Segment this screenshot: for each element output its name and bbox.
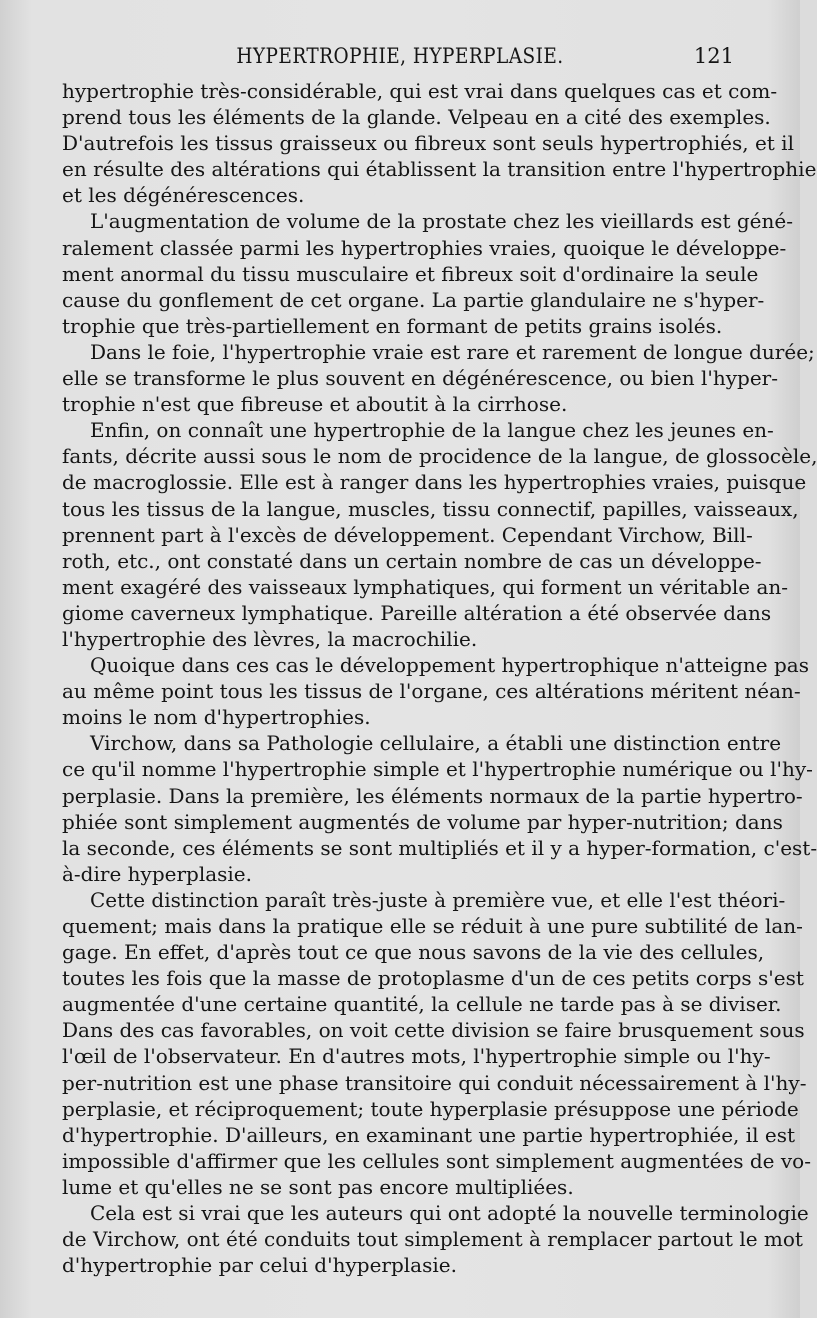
running-title: HYPERTROPHIE, HYPERPLASIE. <box>236 44 564 68</box>
text-line: giome caverneux lymphatique. Pareille altération a été observée dans <box>62 600 772 625</box>
text-line: de macroglossie. Elle est à ranger dans les hypertrophies vraies, puisque <box>62 470 807 495</box>
text-line: Enfin, on connaît une hypertrophie de la langue chez les jeunes en- <box>90 418 774 443</box>
text-line: Dans des cas favorables, on voit cette division se faire brusquement sous <box>62 1018 805 1043</box>
page-number: 121 <box>693 44 734 68</box>
text-line: prennent part à l'excès de développement. Cependant Virchow, Bill- <box>62 522 753 547</box>
text-line: D'autrefois les tissus graisseux ou fibreux sont seuls hypertrophiés, et il <box>62 131 794 156</box>
running-head <box>60 44 740 74</box>
text-line: et les dégénérescences. <box>62 183 305 208</box>
text-line: toutes les fois que la masse de protoplasme d'un de ces petits corps s'est <box>62 966 804 991</box>
text-line: d'hypertrophie par celui d'hyperplasie. <box>62 1253 457 1278</box>
text-line: l'œil de l'observateur. En d'autres mots, l'hypertrophie simple ou l'hy- <box>62 1044 771 1069</box>
text-line: L'augmentation de volume de la prostate chez les vieillards est géné- <box>90 209 793 234</box>
paragraph <box>62 78 817 208</box>
text-line: tous les tissus de la langue, muscles, tissu connectif, papilles, vaisseaux, <box>62 496 799 521</box>
text-line: gage. En effet, d'après tout ce que nous savons de la vie des cellules, <box>62 940 765 965</box>
text-line: Quoique dans ces cas le développement hypertrophique n'atteigne pas <box>90 653 809 678</box>
text-line: Cela est si vrai que les auteurs qui ont adopté la nouvelle terminologie <box>90 1201 809 1226</box>
text-line: d'hypertrophie. D'ailleurs, en examinant une partie hypertrophiée, il est <box>62 1122 796 1147</box>
text-line: elle se transforme le plus souvent en dégénérescence, ou bien l'hyper- <box>62 366 778 391</box>
text-line: Cette distinction paraît très-juste à première vue, et elle l'est théori- <box>90 887 786 912</box>
paragraph <box>62 730 817 887</box>
text-line: perplasie, et réciproquement; toute hyperplasie présuppose une période <box>62 1096 799 1121</box>
text-line: à-dire hyperplasie. <box>62 861 252 886</box>
text-line: lume et qu'elles ne se sont pas encore multipliées. <box>62 1174 574 1199</box>
text-line: roth, etc., ont constaté dans un certain nombre de cas un développe- <box>62 548 762 573</box>
text-line: ment exagéré des vaisseaux lymphatiques, qui forment un véritable an- <box>62 574 789 599</box>
text-line: impossible d'affirmer que les cellules sont simplement augmentées de vo- <box>62 1148 811 1173</box>
text-line: ralement classée parmi les hypertrophies vraies, quoique le développe- <box>62 235 787 260</box>
text-line: trophie n'est que fibreuse et aboutit à la cirrhose. <box>62 392 568 417</box>
text-line: hypertrophie très-considérable, qui est vrai dans quelques cas et com- <box>62 79 778 103</box>
text-line: l'hypertrophie des lèvres, la macrochilie. <box>62 626 478 651</box>
text-line: Virchow, dans sa Pathologie cellulaire, a établi une distinction entre <box>90 731 782 756</box>
text-line: moins le nom d'hypertrophies. <box>62 705 371 730</box>
text-line: ment anormal du tissu musculaire et fibreux soit d'ordinaire la seule <box>62 261 759 286</box>
text-line: per-nutrition est une phase transitoire qui conduit nécessairement à l'hy- <box>62 1070 807 1095</box>
paragraph <box>62 339 815 417</box>
text-line: fants, décrite aussi sous le nom de procidence de la langue, de glossocèle, <box>62 444 817 469</box>
text-line: perplasie. Dans la première, les éléments normaux de la partie hypertro- <box>62 783 803 808</box>
text-line: au même point tous les tissus de l'organe, ces altérations méritent néan- <box>62 679 801 704</box>
paragraph <box>62 1200 809 1278</box>
text-line: ce qu'il nomme l'hypertrophie simple et l'hypertrophie numérique ou l'hy- <box>62 757 813 782</box>
text-line: en résulte des altérations qui établissent la transition entre l'hypertrophie <box>62 157 817 182</box>
text-line: trophie que très-partiellement en formant de petits grains isolés. <box>62 313 723 338</box>
body-text <box>62 78 817 1278</box>
text-line: augmentée d'une certaine quantité, la cellule ne tarde pas à se diviser. <box>62 992 782 1017</box>
text-line: la seconde, ces éléments se sont multipliés et il y a hyper-formation, c'est- <box>62 835 817 860</box>
paragraph <box>62 887 811 1200</box>
text-line: cause du gonflement de cet organe. La partie glandulaire ne s'hyper- <box>62 287 765 312</box>
text-line: Dans le foie, l'hypertrophie vraie est rare et rarement de longue durée; <box>90 339 815 364</box>
text-line: quement; mais dans la pratique elle se réduit à une pure subtilité de lan- <box>62 914 803 938</box>
paragraph <box>62 652 809 730</box>
text-line: prend tous les éléments de la glande. Velpeau en a cité des exemples. <box>62 105 771 130</box>
text-line: de Virchow, ont été conduits tout simplement à remplacer partout le mot <box>62 1227 803 1252</box>
paragraph <box>62 417 817 652</box>
text-line: phiée sont simplement augmentés de volume par hyper-nutrition; dans <box>62 809 783 834</box>
paragraph <box>62 208 793 338</box>
